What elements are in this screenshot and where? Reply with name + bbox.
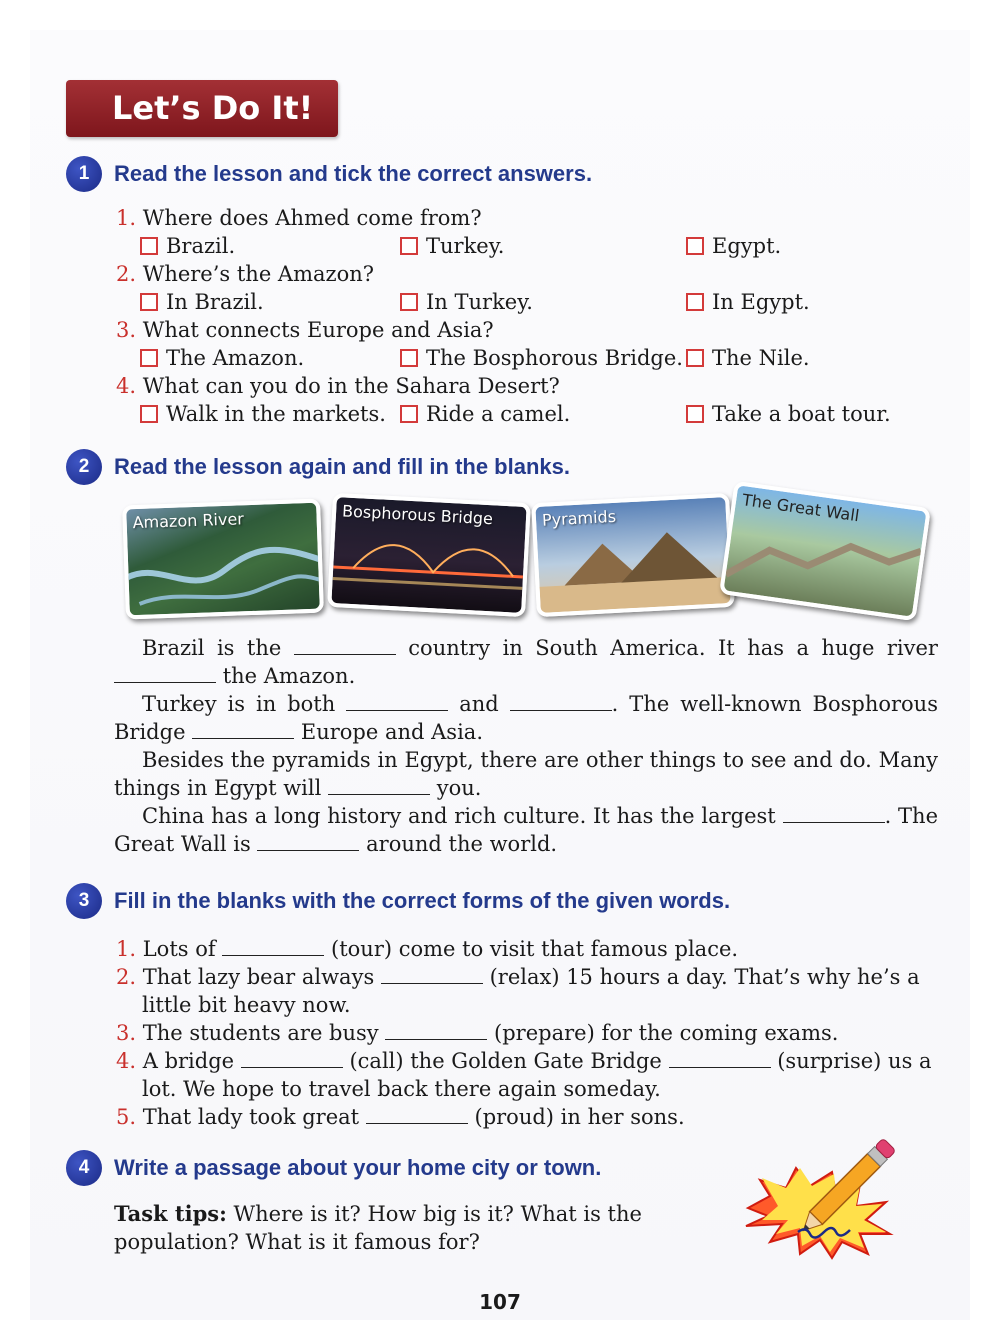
blank[interactable] <box>669 1047 771 1068</box>
fill-in-passage: Brazil is the country in South America. It has a huge river the Amazon. Turkey is in both and . The well-known Bosphorous Bridge Europe and Asia. Besides the pyramids in Egypt, there are other things to see and do. Many things in Egypt will you. China has a long history and rich culture. It has the largest . The Great Wall is around the world. <box>114 636 938 856</box>
section-4-number: 4 <box>66 1150 102 1186</box>
exercise-3-item-5: 5. That lady took great (proud) in her sons. <box>116 1105 685 1129</box>
option-2b[interactable]: In Turkey. <box>400 288 533 316</box>
exercise-3-item-4: 4. A bridge (call) the Golden Gate Bridge (surprise) us a <box>116 1049 932 1073</box>
blank[interactable] <box>257 830 359 851</box>
section-1-title: Read the lesson and tick the correct answers. <box>114 161 593 186</box>
blank[interactable] <box>222 935 324 956</box>
option-3b[interactable]: The Bosphorous Bridge. <box>400 344 683 372</box>
pyramids-photo <box>531 493 735 617</box>
exercise-3-item-3: 3. The students are busy (prepare) for the coming exams. <box>116 1021 839 1045</box>
question-2: 2. Where’s the Amazon? <box>116 262 375 286</box>
lets-do-it-banner: Let’s Do It! <box>66 80 338 137</box>
checkbox-icon[interactable] <box>686 293 704 311</box>
blank[interactable] <box>385 1019 487 1040</box>
option-3c[interactable]: The Nile. <box>686 344 810 372</box>
blank[interactable] <box>294 634 396 655</box>
checkbox-icon[interactable] <box>686 349 704 367</box>
task-tips: Task tips: Where is it? How big is it? What is the population? What is it famous for? <box>114 1201 642 1254</box>
section-4-title: Write a passage about your home city or town. <box>114 1155 602 1180</box>
pencil-icon <box>740 1136 922 1260</box>
photo-label-bridge: Bosphorous Bridge <box>341 501 494 529</box>
question-3: 3. What connects Europe and Asia? <box>116 318 494 342</box>
option-2c[interactable]: In Egypt. <box>686 288 810 316</box>
landmark-photos <box>120 488 930 618</box>
section-4-heading <box>66 1149 601 1187</box>
option-4b[interactable]: Ride a camel. <box>400 400 570 428</box>
option-2a[interactable]: In Brazil. <box>140 288 264 316</box>
checkbox-icon[interactable] <box>400 405 418 423</box>
section-1-number: 1 <box>66 156 102 192</box>
checkbox-icon[interactable] <box>400 237 418 255</box>
bosphorous-bridge-photo <box>327 493 531 617</box>
section-3-title: Fill in the blanks with the correct forms of the given words. <box>114 888 731 913</box>
checkbox-icon[interactable] <box>686 237 704 255</box>
option-1a[interactable]: Brazil. <box>140 232 235 260</box>
exercise-3-item-1: 1. Lots of (tour) come to visit that famous place. <box>116 937 739 961</box>
section-3-heading <box>66 882 730 920</box>
checkbox-icon[interactable] <box>140 349 158 367</box>
blank[interactable] <box>510 690 612 711</box>
photo-label-great-wall: The Great Wall <box>741 490 861 526</box>
section-3-number: 3 <box>66 883 102 919</box>
exercise-3-item-2-cont: little bit heavy now. <box>142 993 351 1017</box>
option-1c[interactable]: Egypt. <box>686 232 781 260</box>
exercise-3-item-4-cont: lot. We hope to travel back there again someday. <box>142 1077 661 1101</box>
question-4: 4. What can you do in the Sahara Desert? <box>116 374 560 398</box>
blank[interactable] <box>241 1047 343 1068</box>
blank[interactable] <box>192 718 294 739</box>
checkbox-icon[interactable] <box>400 349 418 367</box>
photo-label-amazon: Amazon River <box>132 509 245 533</box>
blank[interactable] <box>328 774 430 795</box>
photo-label-pyramids: Pyramids <box>541 506 617 530</box>
section-2-number: 2 <box>66 449 102 485</box>
great-wall-photo <box>719 481 931 621</box>
checkbox-icon[interactable] <box>686 405 704 423</box>
blank[interactable] <box>381 963 483 984</box>
checkbox-icon[interactable] <box>140 293 158 311</box>
exercise-3-item-2: 2. That lazy bear always (relax) 15 hours a day. That’s why he’s a <box>116 965 920 989</box>
option-4c[interactable]: Take a boat tour. <box>686 400 891 428</box>
blank[interactable] <box>366 1103 468 1124</box>
option-1b[interactable]: Turkey. <box>400 232 504 260</box>
section-1-heading <box>66 155 592 193</box>
blank[interactable] <box>114 662 216 683</box>
page-number: 107 <box>479 1290 521 1314</box>
checkbox-icon[interactable] <box>400 293 418 311</box>
blank[interactable] <box>346 690 448 711</box>
blank[interactable] <box>783 802 885 823</box>
checkbox-icon[interactable] <box>140 237 158 255</box>
option-3a[interactable]: The Amazon. <box>140 344 304 372</box>
question-1: 1. Where does Ahmed come from? <box>116 206 482 230</box>
option-4a[interactable]: Walk in the markets. <box>140 400 386 428</box>
section-2-heading <box>66 448 570 486</box>
checkbox-icon[interactable] <box>140 405 158 423</box>
amazon-river-photo <box>122 499 324 620</box>
section-2-title: Read the lesson again and fill in the blanks. <box>114 454 570 479</box>
